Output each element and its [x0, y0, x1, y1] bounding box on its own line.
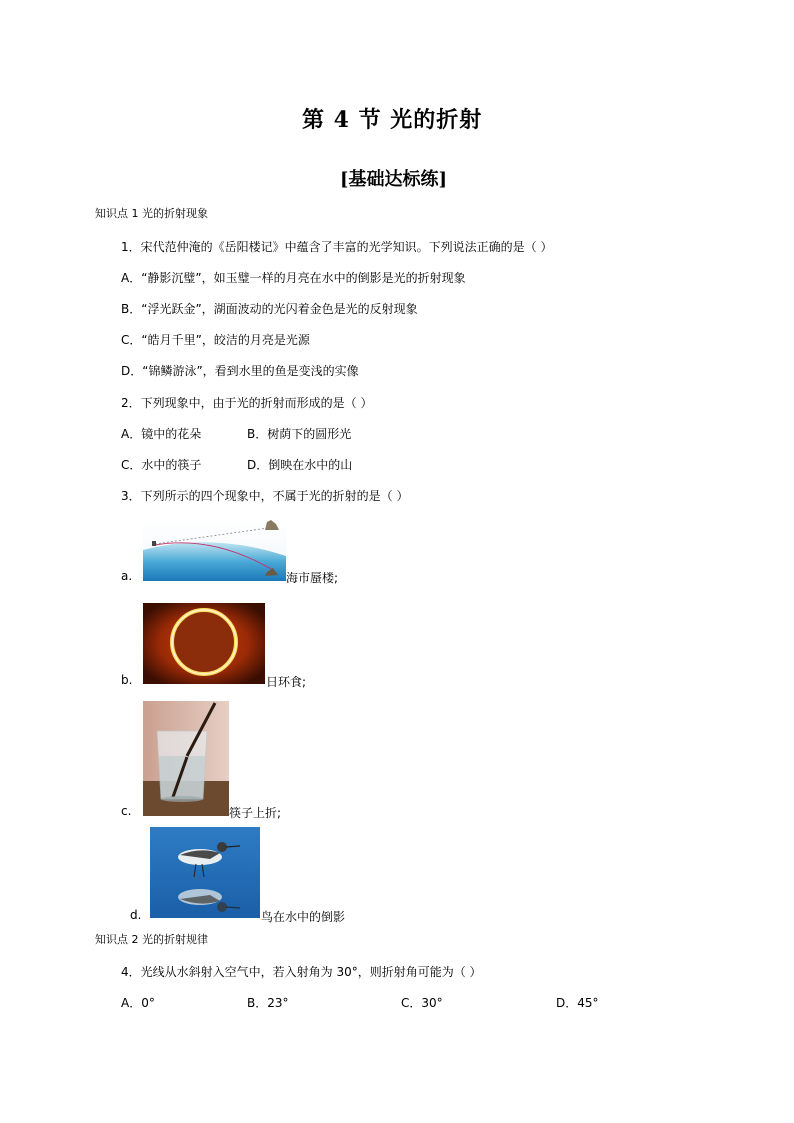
- question-2-option-a: A．镜中的花朵: [121, 427, 202, 441]
- page-title: 第 4 节 光的折射: [302, 107, 483, 133]
- page-subtitle: [基础达标练]: [340, 169, 448, 190]
- section-heading-1: 知识点 1 光的折射现象: [95, 207, 208, 220]
- question-1-option-a: A．“静影沉璧”，如玉璧一样的月亮在水中的倒影是光的折射现象: [121, 271, 466, 285]
- question-1-option-c: C．“皓月千里”，皎洁的月亮是光源: [121, 333, 310, 347]
- figure-a-caption: 海市蜃楼;: [286, 571, 339, 585]
- figure-c-caption: 筷子上折;: [229, 806, 282, 820]
- figure-d-label: d.: [130, 908, 142, 922]
- question-4-option-b: B．23°: [247, 996, 289, 1010]
- question-2-option-d: D．倒映在水中的山: [247, 458, 353, 472]
- figure-c-label: c.: [121, 804, 132, 818]
- question-2-stem: 2．下列现象中，由于光的折射而形成的是（ ）: [121, 396, 373, 410]
- question-4-option-c: C．30°: [401, 996, 443, 1010]
- chopstick-glass-image: [143, 701, 229, 816]
- question-1-stem: 1．宋代范仲淹的《岳阳楼记》中蕴含了丰富的光学知识。下列说法正确的是（ ）: [121, 240, 553, 254]
- annular-eclipse-image: [143, 603, 265, 684]
- figure-d-caption: 鸟在水中的倒影: [261, 910, 346, 924]
- figure-b-caption: 日环食;: [266, 675, 307, 689]
- question-3-stem: 3．下列所示的四个现象中，不属于光的折射的是（ ）: [121, 489, 409, 503]
- question-4-option-a: A．0°: [121, 996, 155, 1010]
- question-1-option-d: D．“锦鳞游泳”，看到水里的鱼是变浅的实像: [121, 364, 359, 378]
- question-1-option-b: B．“浮光跃金”，湖面波动的光闪着金色是光的反射现象: [121, 302, 418, 316]
- mirage-image: [143, 520, 286, 581]
- figure-a-label: a.: [121, 569, 133, 583]
- section-heading-2: 知识点 2 光的折射规律: [95, 933, 208, 946]
- question-4-stem: 4．光线从水斜射入空气中，若入射角为 30°，则折射角可能为（ ）: [121, 965, 482, 979]
- figure-b-label: b.: [121, 673, 133, 687]
- bird-reflection-image: [150, 827, 260, 918]
- question-2-option-b: B．树荫下的圆形光: [247, 427, 352, 441]
- question-2-option-c: C．水中的筷子: [121, 458, 202, 472]
- question-4-option-d: D．45°: [556, 996, 599, 1010]
